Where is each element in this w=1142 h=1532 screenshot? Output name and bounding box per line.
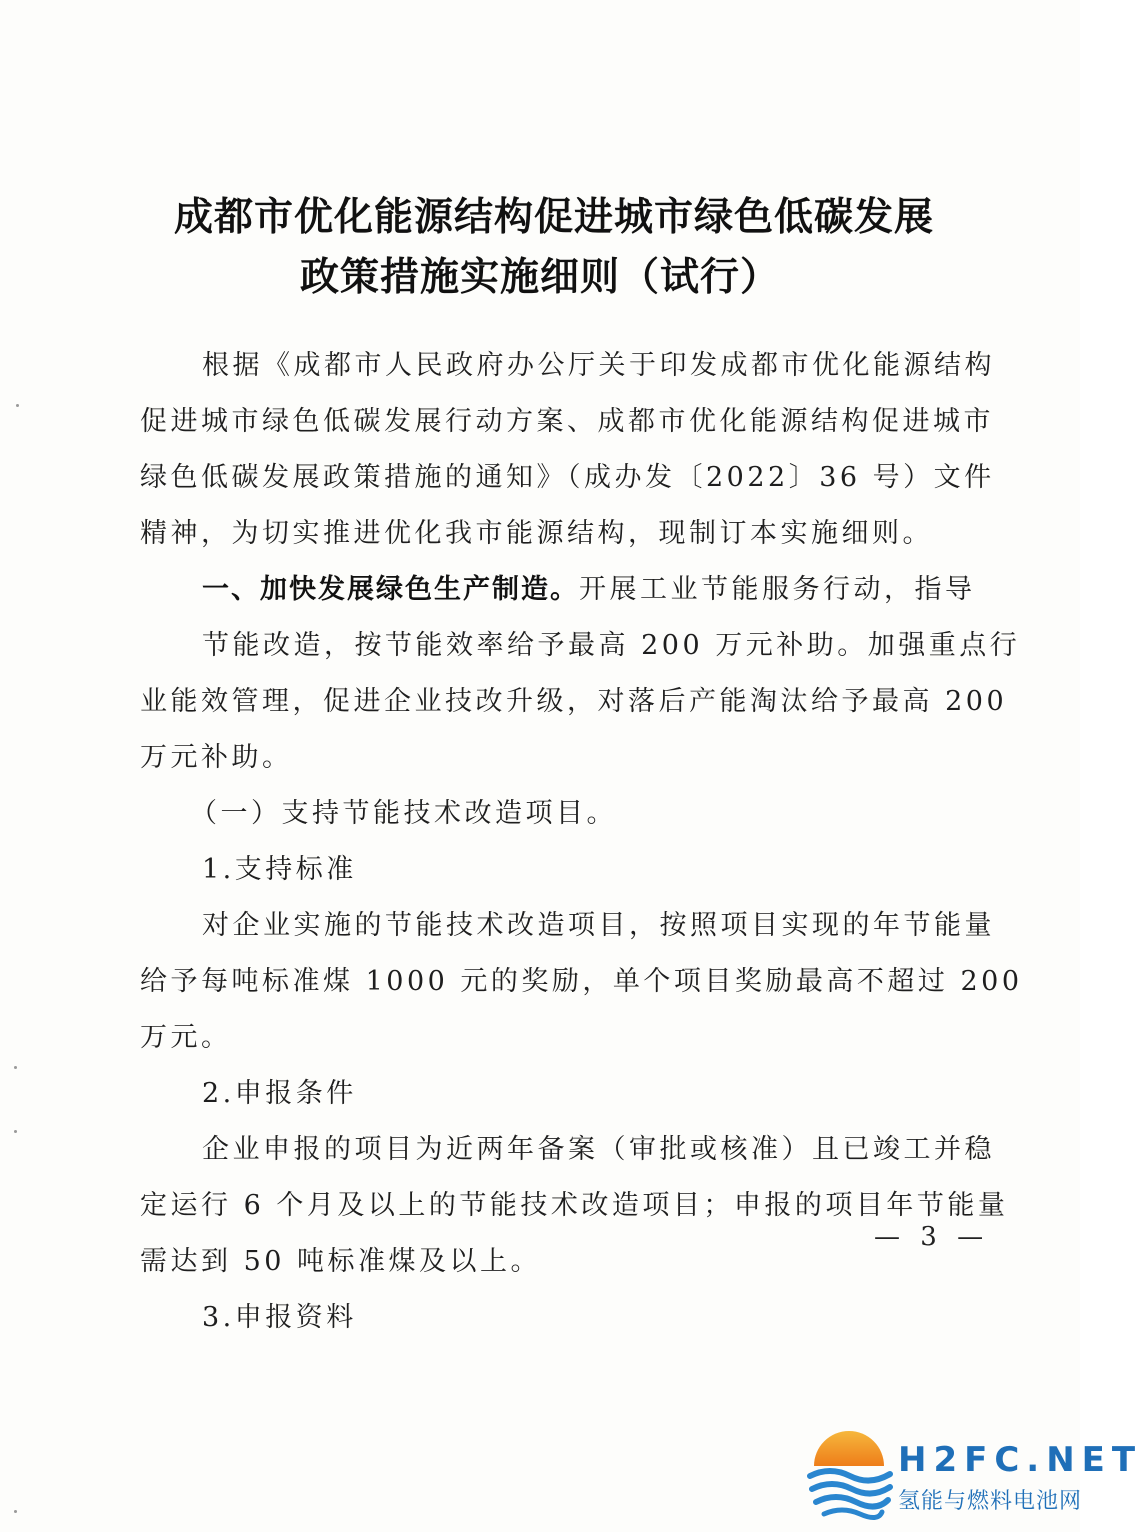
scan-speck: [14, 1130, 17, 1133]
watermark-logo: [806, 1426, 1142, 1526]
item-heading: 2.申报条件: [202, 1078, 357, 1109]
page-number: — 3 —: [874, 1222, 990, 1252]
item-heading: 1.支持标准: [202, 854, 357, 885]
paragraph-line: 定运行 6 个月及以上的节能技术改造项目；申报的项目年节能量: [140, 1190, 1009, 1221]
paragraph-line: 绿色低碳发展政策措施的通知》（成办发〔2022〕36 号）文件: [140, 462, 995, 493]
document-title-line-2: 政策措施实施细则（试行）: [299, 255, 780, 300]
paragraph-line: 节能改造，按节能效率给予最高 200 万元补助。加强重点行: [202, 630, 1021, 661]
document-title-line-1: 成都市优化能源结构促进城市绿色低碳发展: [173, 195, 934, 240]
paragraph-line: 万元。: [140, 1022, 232, 1053]
paragraph-line: 促进城市绿色低碳发展行动方案、成都市优化能源结构促进城市: [140, 406, 994, 437]
section-heading-line: [202, 567, 976, 606]
watermark-brand-cn: 氢能与燃料电池网: [898, 1489, 1083, 1514]
paragraph-line: 对企业实施的节能技术改造项目，按照项目实现的年节能量: [202, 910, 995, 941]
item-heading: 3.申报资料: [202, 1302, 357, 1333]
sun-over-waves-logo-icon: [806, 1426, 892, 1522]
paragraph-line: 业能效管理，促进企业技改升级，对落后产能淘汰给予最高 200: [140, 686, 1008, 717]
paragraph-line: 需达到 50 吨标准煤及以上。: [140, 1246, 542, 1277]
paragraph-line: 给予每吨标准煤 1000 元的奖励，单个项目奖励最高不超过 200: [140, 966, 1023, 997]
section-heading-rest: 开展工业节能服务行动，指导: [579, 574, 976, 605]
section-heading: 一、加快发展绿色生产制造。: [202, 574, 579, 605]
scan-speck: [14, 1510, 17, 1513]
subsection-heading: （一）支持节能技术改造项目。: [190, 798, 617, 829]
paragraph-line: 企业申报的项目为近两年备案（审批或核准）且已竣工并稳: [202, 1134, 995, 1165]
scan-speck: [16, 404, 19, 407]
paragraph-line: 根据《成都市人民政府办公厅关于印发成都市优化能源结构: [202, 350, 995, 381]
watermark-brand-en: H2FC.NET: [898, 1440, 1142, 1480]
scan-speck: [14, 1066, 17, 1069]
paragraph-line: 万元补助。: [140, 742, 293, 773]
paragraph-line: 精神，为切实推进优化我市能源结构，现制订本实施细则。: [140, 518, 933, 549]
